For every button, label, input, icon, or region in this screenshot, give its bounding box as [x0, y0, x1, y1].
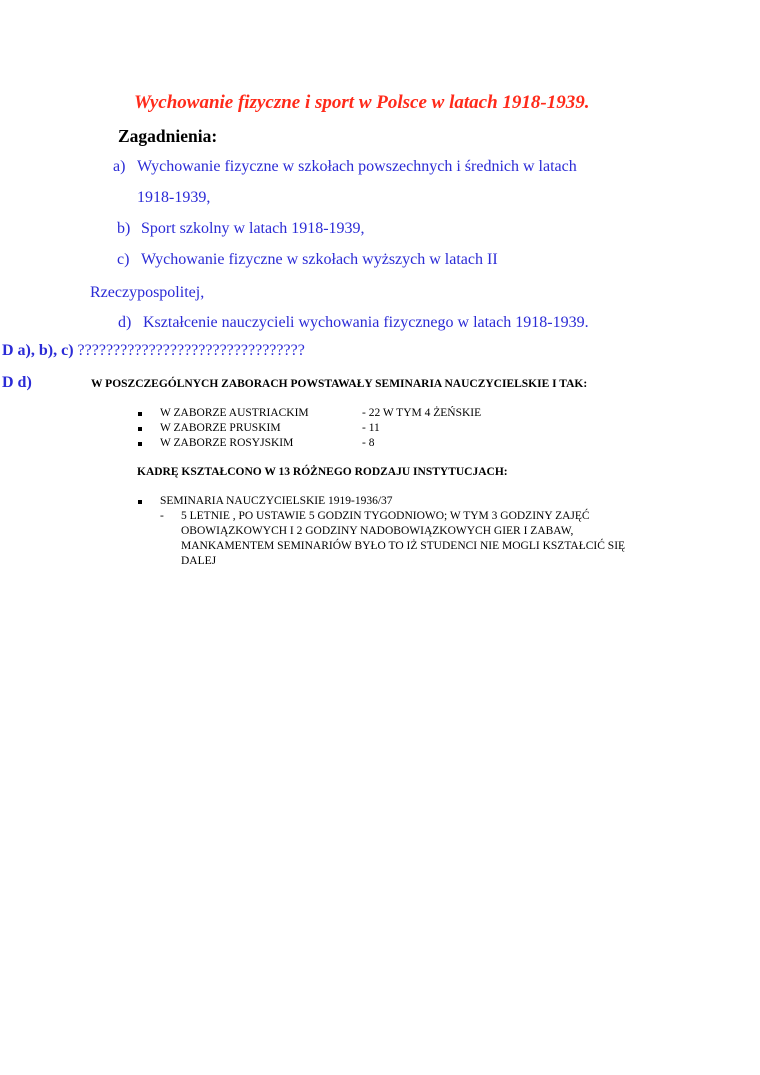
zabor-value: - 22 W TYM 4 ŻEŃSKIE: [362, 407, 482, 419]
zabor-value: - 8: [362, 437, 375, 449]
item-b-marker: b): [117, 220, 131, 237]
item-a-line1: Wychowanie fizyczne w szkołach powszechnych i średnich w latach: [137, 158, 577, 175]
item-d-marker: d): [118, 314, 132, 331]
zabor-name: W ZABORZE AUSTRIACKIM: [160, 407, 309, 419]
section-d-heading: D d): [2, 374, 32, 391]
item-c-marker: c): [117, 251, 130, 268]
bullet-square-icon: [138, 500, 142, 504]
section-abc: [2, 342, 305, 360]
item-b-text: Sport szkolny w latach 1918-1939,: [141, 220, 365, 237]
section-abc-heading: D a), b), c): [2, 342, 74, 359]
item-a-line2: 1918-1939,: [137, 189, 211, 206]
bullet-square-icon: [138, 427, 142, 431]
zagadnienia-label: Zagadnienia:: [118, 126, 218, 146]
sub-item-dash: -: [160, 510, 164, 522]
zabor-value: - 11: [362, 422, 380, 434]
zabor-name: W ZABORZE ROSYJSKIM: [160, 437, 294, 449]
zabor-name: W ZABORZE PRUSKIM: [160, 422, 281, 434]
sub-item-line: MANKAMENTEM SEMINARIÓW BYŁO TO IŻ STUDENCI NIE MOGLI KSZTAŁCIĆ SIĘ: [181, 540, 626, 552]
sub-item-line: 5 LETNIE , PO USTAWIE 5 GODZIN TYGODNIOWO; W TYM 3 GODZINY ZAJĘĆ: [181, 510, 590, 522]
bullet-square-icon: [138, 442, 142, 446]
item-c-line2: Rzeczypospolitej,: [90, 284, 205, 301]
section-d-intro: W POSZCZEGÓLNYCH ZABORACH POWSTAWAŁY SEMINARIA NAUCZYCIELSKIE I TAK:: [91, 378, 588, 390]
section-abc-text: ????????????????????????????????: [77, 342, 305, 359]
sub-item-line: OBOWIĄZKOWYCH I 2 GODZINY NADOBOWIĄZKOWYCH GIER I ZABAW,: [181, 525, 574, 537]
item-d-text: Kształcenie nauczycieli wychowania fizycznego w latach 1918-1939.: [143, 314, 589, 331]
document-title: Wychowanie fizyczne i sport w Polsce w latach 1918-1939.: [134, 92, 590, 113]
item-a-marker: a): [113, 158, 126, 175]
bullet-square-icon: [138, 412, 142, 416]
item-c-line1: Wychowanie fizyczne w szkołach wyższych w latach II: [141, 251, 498, 268]
sub-item-line: DALEJ: [181, 555, 217, 567]
kadre-heading: KADRĘ KSZTAŁCONO W 13 RÓŻNEGO RODZAJU INSTYTUCJACH:: [137, 466, 508, 478]
seminaria-item: SEMINARIA NAUCZYCIELSKIE 1919-1936/37: [160, 495, 393, 507]
